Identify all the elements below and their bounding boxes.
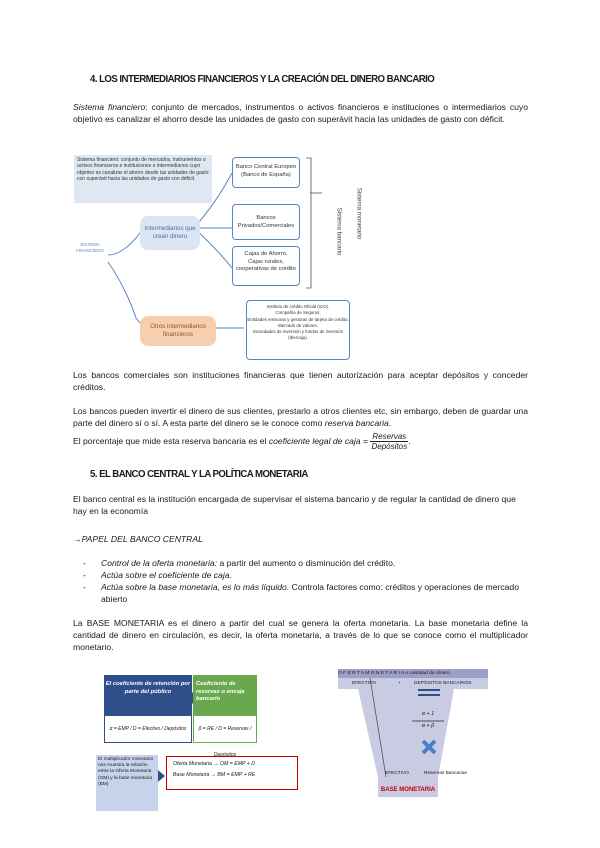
item-text: Controla factores como: créditos y operaciones de mercado abierto bbox=[101, 582, 519, 604]
label-efectivo: EFECTIVO bbox=[352, 681, 376, 686]
box-bancos: Bancos Privados/Comerciales bbox=[232, 204, 300, 240]
intro-paragraph bbox=[73, 101, 528, 125]
list-item bbox=[73, 569, 528, 581]
item-em: Actúa sobre la base monetaria, es lo más líquido. bbox=[101, 582, 290, 592]
coef-term: coeficiente legal de caja bbox=[268, 435, 361, 446]
side-labels bbox=[334, 158, 363, 283]
side-label-monetario: Sistema monetario bbox=[355, 187, 363, 240]
item-text: a partir del aumento o disminución del crédito. bbox=[217, 558, 396, 568]
list-item bbox=[73, 557, 528, 569]
coef-end: . bbox=[408, 435, 411, 446]
papel-heading: →PAPEL DEL BANCO CENTRAL bbox=[73, 534, 203, 544]
central-bank-intro: El banco central es la institución encargada de supervisar el sistema bancario y de regular la cantidad de dinero que hay en la economía bbox=[73, 494, 516, 516]
coef-text: El porcentaje que mide esta reserva bancaria es el bbox=[73, 435, 269, 446]
label-reservas: Reservas Bancarias bbox=[424, 771, 467, 776]
om-bm-box bbox=[166, 756, 298, 790]
other-item: Sociedades de inversión y fondos de inversión (Ibercaja). bbox=[252, 329, 344, 341]
mult-numerator: α + 1 bbox=[421, 711, 435, 717]
other-item: Entidades emisoras y gestoras de tarjeta de crédito. bbox=[247, 316, 349, 322]
arrow-icon bbox=[158, 770, 165, 782]
label-plus: + bbox=[398, 681, 401, 686]
mult-denominator: α + β bbox=[421, 723, 435, 729]
node-other-label: Otros intermediarios financieros bbox=[150, 323, 206, 338]
node-other-intermediaries bbox=[140, 316, 216, 346]
node-money-creators bbox=[140, 216, 200, 250]
other-item: Mercado de valores. bbox=[278, 322, 318, 328]
reserves-end: . bbox=[388, 418, 392, 428]
item-em: Actúa sobre el coeficiente de caja. bbox=[101, 570, 232, 580]
other-item: Instituto de crédito Oficial (ICO). bbox=[266, 304, 330, 309]
box-other-items bbox=[246, 300, 350, 360]
multiplier-note: El multiplicador monetario nos muestra la relación entre la Oferta Monetaria (OM) y la base monetaria (BM) bbox=[96, 755, 158, 811]
box-cajas-line-1: Cajas de Ahorro. bbox=[244, 251, 288, 257]
formula-numerator: Reservas bbox=[372, 432, 407, 441]
section-5-heading: 5. EL BANCO CENTRAL Y LA POLÍTICA MONETARIA bbox=[90, 468, 308, 480]
side-label-bancario: Sistema bancario bbox=[335, 207, 343, 256]
label-base-monetaria: BASE MONETARIA bbox=[380, 787, 436, 793]
list-item bbox=[73, 581, 528, 605]
formula-alpha: α = EMP / D = Efectivo / Depósitos bbox=[104, 715, 192, 743]
other-item: Compañía de Seguros. bbox=[275, 310, 321, 316]
label-efectivo-2: EFECTIVO bbox=[385, 771, 409, 776]
funnel-shape bbox=[338, 669, 488, 797]
reserves-paragraph bbox=[73, 405, 528, 429]
box-cajas bbox=[232, 246, 300, 286]
figure-multiplier bbox=[96, 670, 301, 820]
diagram-root: SISTEMA FINANCIERO bbox=[76, 242, 104, 253]
intro-text: : conjunto de mercados, instrumentos o activos financieros e instituciones o intermediarios cuyo objetivo es canalizar el ahorro desde las unidades de gasto con superávit hacia las unidades de gasto con déficit. bbox=[73, 102, 528, 124]
formula-beta: β = RE / D = Reservas / Depósitos bbox=[193, 715, 257, 743]
box-cajas-line-2: Cajas rurales, cooperativas de crédito bbox=[236, 258, 296, 272]
coef-eq: = bbox=[360, 435, 371, 446]
box-bce: Banco Central Europeo (Banco de España) bbox=[232, 157, 300, 188]
money-supply-title: O F E R T A M O N E T A R I A o cantidad de dinero bbox=[338, 671, 450, 676]
diagram-note: Sistema financiero: conjunto de mercados, instrumentos o activos financieros e instituciones o intermediarios cuyo objetivo es canalizar el ahorro desde las unidades de gasto con superávit hacia las unidades de gasto con déficit. bbox=[74, 155, 212, 203]
figure-money-supply bbox=[338, 669, 488, 797]
papel-list bbox=[73, 557, 528, 605]
coef-formula bbox=[370, 432, 411, 451]
intro-term: Sistema financiero bbox=[73, 102, 146, 112]
om-line: Oferta Monetaria → OM = EMP + D bbox=[173, 761, 255, 767]
base-monetaria-paragraph: La BASE MONETARIA es el dinero a partir del cual se genera la oferta monetaria. La base monetaria define la cantidad de dinero en circulación, es decir, la oferta monetaria, a través de lo que se conoce como el multiplicador monetario. bbox=[73, 618, 528, 652]
coefficient-paragraph bbox=[73, 432, 528, 451]
bm-line: Base Monetaria → BM = EMP + RE bbox=[173, 772, 256, 778]
banks-paragraph: Los bancos comerciales son instituciones financieras que tienen autorización para aceptar depósitos y conceder créditos. bbox=[73, 370, 528, 392]
formula-denominator: Depósitos bbox=[371, 442, 408, 451]
node-money-label: Intermediarios que crean dinero bbox=[144, 225, 196, 240]
item-em: Control de la oferta monetaria: bbox=[101, 558, 218, 568]
financial-system-diagram bbox=[66, 148, 536, 364]
green-box: Coeficiente de reservas o encaje bancario bbox=[193, 675, 257, 715]
blue-box: El coeficiente de retención por parte del público bbox=[104, 675, 192, 715]
section-4-heading: 4. LOS INTERMEDIARIOS FINANCIEROS Y LA CREACIÓN DEL DINERO BANCARIO bbox=[90, 73, 435, 85]
reserve-term: reserva bancaria bbox=[324, 418, 389, 428]
reserves-text: Los bancos pueden invertir el dinero de sus clientes, prestarlo a otros clientes etc, sin embargo, deben de guardar una parte del dinero sí o sí. A esta parte del dinero se le conoce como bbox=[73, 406, 528, 428]
label-depositos: DEPÓSITOS BANCARIOS bbox=[414, 681, 472, 686]
